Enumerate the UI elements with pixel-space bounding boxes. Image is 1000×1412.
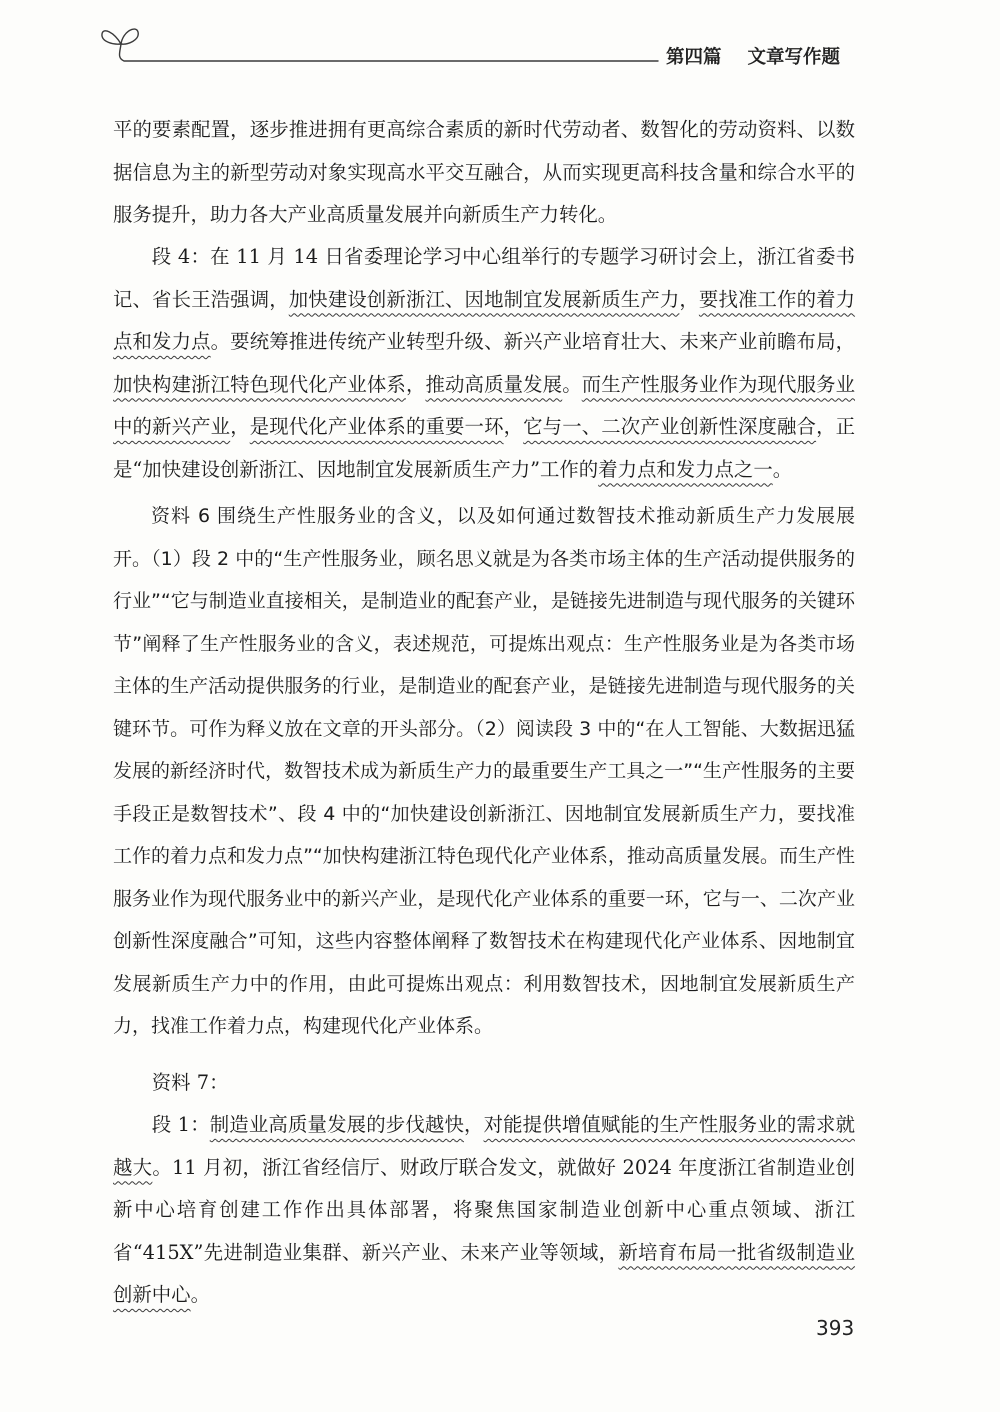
wavy-underlined-text: 制造业高质量发展的步伐越快 xyxy=(209,1113,464,1136)
paragraph-section-1 xyxy=(113,1104,855,1317)
text-run: 段 1： xyxy=(151,1113,210,1136)
part-label: 第四篇 xyxy=(666,47,722,68)
text-run: 。 xyxy=(562,372,582,396)
text-run: ， xyxy=(503,415,524,438)
text-run: 。 xyxy=(190,1283,210,1306)
running-head xyxy=(666,46,840,70)
wavy-underlined-text: 是现代化产业体系的重要一环 xyxy=(249,415,504,438)
text-run: ， xyxy=(679,287,699,311)
text-run: 资料 7： xyxy=(151,1071,229,1094)
text-run: ， xyxy=(230,415,250,438)
page-number: 393 xyxy=(816,1316,855,1340)
text-run: 。要统筹推进传统产业转型升级、新兴产业培育壮大、未来产业前瞻布局， xyxy=(210,330,856,353)
text-run: 。11 月初，浙江省经信厅、财政厅联合发文，就做好 2024 年度浙江省制造业创新中心培育创建工作作出具体部署，将聚焦国家制造业创新中心重点领域、浙江省“415X”先进制造业集群、新兴产业、未来产业等领域， xyxy=(113,1155,856,1264)
wavy-underlined-text: 加快建设创新浙江、因地制宜发展新质生产力 xyxy=(288,287,680,311)
text-run: ，正是“加快建设创新浙江、因地制宜发展新质生产力”工作的 xyxy=(113,415,856,481)
text-run: 资料 6 围绕生产性服务业的含义，以及如何通过数智技术推动新质生产力发展展开。（1）段 2 中的“生产性服务业，顾名思义就是为各类市场主体的生产活动提供服务的行业”“它与制造业直接相关，是制造业的配套产业，是链接先进制造与现代服务的关键环节”阐释了生产性服务业的含义，表述规范，可提炼出观点：生产性服务业是为各类市场主体的生产活动提供服务的行业，是制造业的配套产业，是链接先进制造与现代服务的关键环节。可作为释义放在文章的开头部分。（2）阅读段 3 中的“在人工智能、大数据迅猛发展的新经济时代，数智技术成为新质生产力的最重要生产工具之一”“生产性服务的主要手段正是数智技术”、段 4 中的“加快建设创新浙江、因地制宜发展新质生产力，要找准工作的着力点和发力点”“加快构建浙江特色现代化产业体系，推动高质量发展。而生产性服务业作为现代服务业中的新兴产业，是现代化产业体系的重要一环，它与一、二次产业创新性深度融合”可知，这些内容整体阐释了数智技术在构建现代化产业体系、因地制宜发展新质生产力中的作用，由此可提炼出观点：利用数智技术，因地制宜发展新质生产力，找准工作着力点，构建现代化产业体系。 xyxy=(113,505,855,1037)
text-run: 段 4：在 11 月 14 日省委理论学习中心组举行的专题学习研讨会上，浙江省委书记、省长王浩强调， xyxy=(113,245,855,311)
paragraph-continuation xyxy=(113,109,855,237)
wavy-underlined-text: 要找准工作的着力点和发力点 xyxy=(113,287,856,353)
wavy-underlined-text: 而生产性服务业作为现代服务业中的新兴产业 xyxy=(113,372,856,438)
sprout-icon xyxy=(0,0,680,80)
text-run: ， xyxy=(405,372,426,396)
wavy-underlined-text: 对能提供增值赋能的生产性服务业的需求就越大 xyxy=(113,1113,855,1179)
wavy-underlined-text: 推动高质量发展 xyxy=(425,372,563,396)
text-run: 平的要素配置，逐步推进拥有更高综合素质的新时代劳动者、数智化的劳动资料、以数据信息为主的新型劳动对象实现高水平交互融合，从而实现更高科技含量和综合水平的服务提升，助力各大产业高质量发展并向新质生产力转化。 xyxy=(113,118,855,226)
wavy-underlined-text: 它与一、二次产业创新性深度融合 xyxy=(523,415,817,438)
wavy-underlined-text: 着力点和发力点之一 xyxy=(598,457,773,481)
text-run: 。 xyxy=(772,457,793,481)
chapter-title: 文章写作题 xyxy=(747,47,841,68)
wavy-underlined-text: 加快构建浙江特色现代化产业体系 xyxy=(113,372,406,396)
paragraph-analysis-material-6 xyxy=(113,495,855,1048)
text-run: ， xyxy=(464,1113,484,1136)
paragraph-section-4 xyxy=(113,236,855,491)
wavy-underlined-text: 新培育布局一批省级制造业创新中心 xyxy=(113,1240,856,1306)
material-7-heading xyxy=(113,1062,855,1105)
